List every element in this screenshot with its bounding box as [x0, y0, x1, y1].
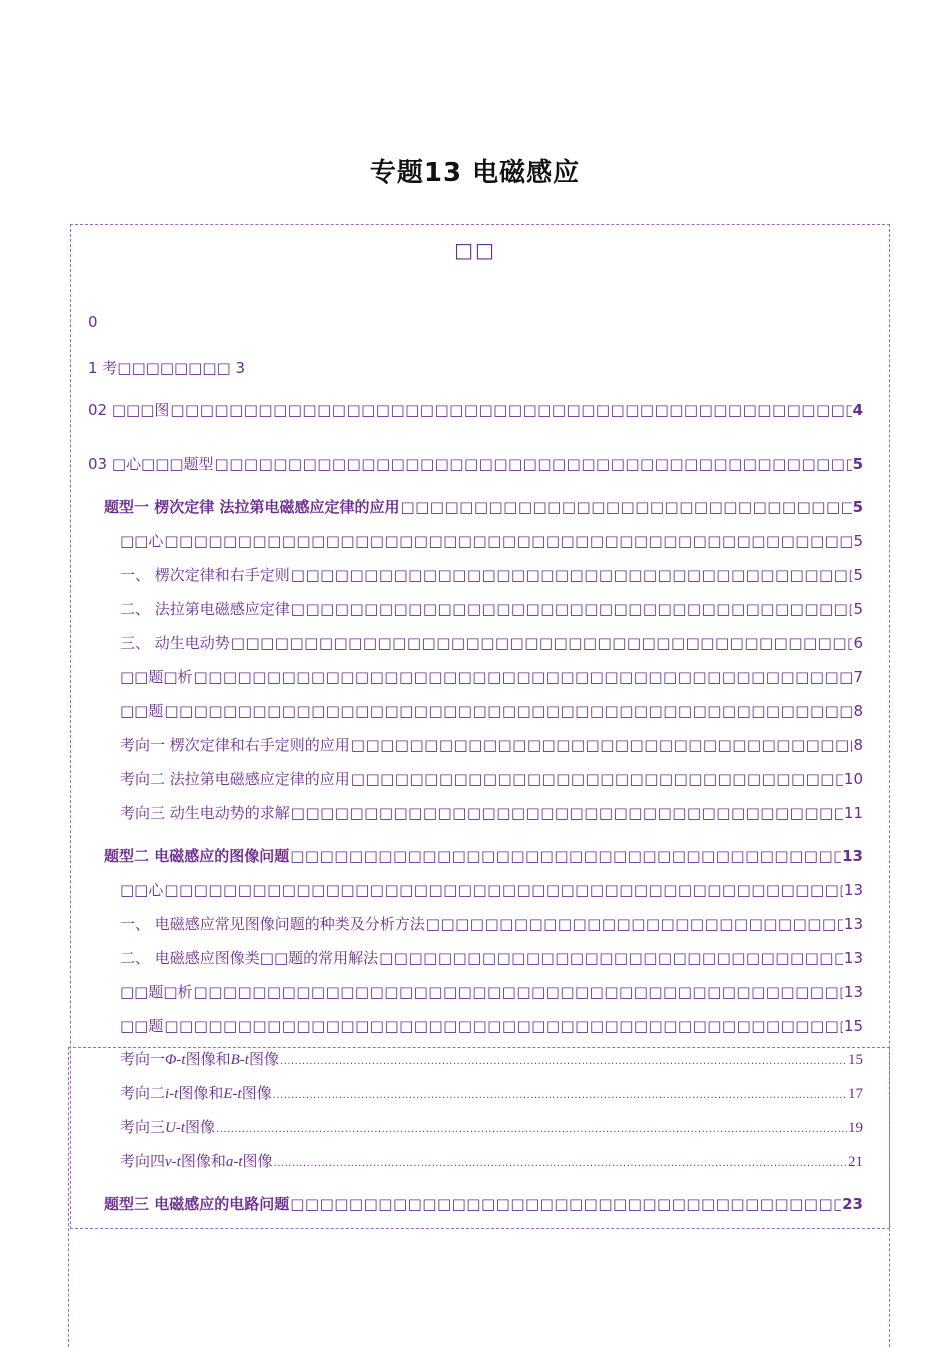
toc-entry-suffix: 图像 [248, 1050, 279, 1068]
toc-leader [290, 1195, 841, 1213]
toc-entry-15[interactable] [120, 879, 863, 900]
toc-leader [194, 668, 853, 686]
toc-entry-21[interactable] [120, 1082, 863, 1103]
toc-leader [379, 949, 843, 967]
toc-entry-3[interactable] [88, 453, 863, 474]
toc-leader [274, 1158, 847, 1169]
toc-entry-5[interactable] [120, 530, 863, 551]
toc-entry-symbol-b: E-t [223, 1086, 242, 1102]
toc-heading: □□ [454, 238, 496, 262]
toc-page-number: 19 [848, 1120, 863, 1136]
toc-page-number: 5 [853, 532, 863, 550]
toc-leader [164, 1017, 843, 1035]
toc-page-number: 13 [842, 847, 863, 865]
toc-leader [426, 915, 843, 933]
toc-page-number: 11 [843, 804, 863, 822]
toc-leader [290, 847, 841, 865]
toc-page-number: 17 [848, 1086, 863, 1102]
toc-entry-text: 考向三 动生电动势的求解 [120, 804, 290, 822]
toc-page-number: 5 [853, 566, 863, 584]
toc-entry-prefix: 考向一 [120, 1050, 166, 1068]
toc-page-number: 7 [853, 668, 863, 686]
toc-leader [351, 770, 843, 788]
toc-entry-suffix: 图像 [241, 1084, 272, 1102]
toc-page-number: 23 [842, 1195, 863, 1213]
toc-page-number: 8 [853, 702, 863, 720]
toc-page-number: 5 [853, 600, 863, 618]
page-title: 专题13 电磁感应 [369, 158, 581, 188]
toc-entry-text: 1 考□□□□□□□□ [88, 359, 231, 377]
toc-entry-text: 题型二 电磁感应的图像问题 [104, 847, 290, 865]
toc-entry-23[interactable] [120, 1150, 863, 1171]
toc-entry-suffix: 图像 [242, 1152, 273, 1170]
toc-leader [231, 634, 853, 652]
toc-entry-0[interactable] [88, 313, 868, 331]
toc-entry-17[interactable] [120, 947, 863, 968]
toc-page-number: 3 [235, 359, 246, 377]
toc-leader [280, 1056, 847, 1067]
toc-entry-text: 一、 电磁感应常见图像问题的种类及分析方法 [120, 915, 425, 933]
toc-page-number: 13 [843, 983, 863, 1001]
toc-page-number: 5 [852, 455, 863, 473]
toc-entry-text: 考向二 法拉第电磁感应定律的应用 [120, 770, 350, 788]
toc-entry-6[interactable] [120, 564, 863, 585]
toc-leader [164, 532, 852, 550]
toc-entry-symbol-a: Φ-t [165, 1052, 186, 1068]
toc-entry-9[interactable] [120, 666, 863, 687]
toc-entry-text: □□心 [120, 532, 164, 550]
toc-entry-13[interactable] [120, 802, 863, 823]
toc-page-number: 15 [843, 1017, 863, 1035]
toc-entry-text: □□题□析 [120, 983, 193, 1001]
toc-entry-symbol-b: B-t [230, 1052, 249, 1068]
toc-entry-text: □□题□析 [120, 668, 193, 686]
toc-entry-12[interactable] [120, 768, 863, 789]
toc-entry-8[interactable] [120, 632, 863, 653]
toc-entry-text: □□题 [120, 702, 164, 720]
toc-entry-text: 一、 楞次定律和右手定则 [120, 566, 290, 584]
toc-leader [351, 736, 853, 754]
toc-entry-symbol-b: a-t [225, 1154, 243, 1170]
toc-entry-11[interactable] [120, 734, 863, 755]
toc-entry-1[interactable] [88, 357, 868, 378]
toc-leader [273, 1090, 847, 1101]
toc-page-number: 6 [853, 634, 863, 652]
toc-leader [291, 600, 853, 618]
toc-entry-prefix: 考向二 [120, 1084, 166, 1102]
toc-entry-4[interactable] [104, 496, 863, 517]
toc-page-number: 4 [852, 401, 863, 419]
toc-leader [170, 401, 851, 419]
toc-entry-text: 题型三 电磁感应的电路问题 [104, 1195, 290, 1213]
toc-entry-text: 0 [88, 313, 98, 331]
toc-entry-19[interactable] [120, 1015, 863, 1036]
toc-page-number: 10 [843, 770, 863, 788]
toc-page-number: 5 [852, 498, 863, 516]
toc-entry-10[interactable] [120, 700, 863, 721]
toc-leader [164, 881, 843, 899]
toc-entry-mid: 图像 [185, 1118, 216, 1136]
toc-entry-14[interactable] [104, 845, 863, 866]
toc-entry-2[interactable] [88, 399, 863, 420]
toc-entry-18[interactable] [120, 981, 863, 1002]
toc-page-number: 13 [843, 881, 863, 899]
toc-entry-prefix: 考向三 [120, 1118, 166, 1136]
toc-entry-text: 03 □心□□□题型 [88, 455, 214, 473]
toc-entry-symbol-a: i-t [165, 1086, 179, 1102]
toc-entry-24[interactable] [104, 1193, 863, 1214]
toc-leader [164, 702, 852, 720]
toc-page-number: 13 [843, 915, 863, 933]
toc-entry-mid: 图像和 [178, 1084, 224, 1102]
toc-entry-7[interactable] [120, 598, 863, 619]
toc-entry-text: 三、 动生电动势 [120, 634, 230, 652]
toc-entry-prefix: 考向四 [120, 1152, 166, 1170]
toc-entry-16[interactable] [120, 913, 863, 934]
toc-entry-22[interactable] [120, 1116, 863, 1137]
toc-entry-symbol-a: U-t [165, 1120, 186, 1136]
toc-page-number: 15 [848, 1052, 863, 1068]
toc-page-number: 13 [843, 949, 863, 967]
toc-leader [194, 983, 843, 1001]
toc-entry-text: 02 □□□图 [88, 401, 170, 419]
toc-page-number: 8 [853, 736, 863, 754]
toc-entry-text: 二、 法拉第电磁感应定律 [120, 600, 290, 618]
toc-leader [291, 566, 853, 584]
toc-entry-symbol-a: v-t [165, 1154, 181, 1170]
toc-entry-text: 考向一 楞次定律和右手定则的应用 [120, 736, 350, 754]
toc-leader [216, 1124, 847, 1135]
toc-entry-text: 题型一 楞次定律 法拉第电磁感应定律的应用 [104, 498, 400, 516]
toc-entry-text: 二、 电磁感应图像类□□题的常用解法 [120, 949, 379, 967]
toc-leader [400, 498, 851, 516]
toc-entry-20[interactable] [120, 1048, 863, 1069]
toc-leader [215, 455, 852, 473]
toc-entry-text: □□题 [120, 1017, 164, 1035]
toc-entry-mid: 图像和 [185, 1050, 231, 1068]
toc-leader [291, 804, 843, 822]
toc-entry-text: □□心 [120, 881, 164, 899]
toc-page-number: 21 [848, 1154, 863, 1170]
toc-entry-mid: 图像和 [180, 1152, 226, 1170]
